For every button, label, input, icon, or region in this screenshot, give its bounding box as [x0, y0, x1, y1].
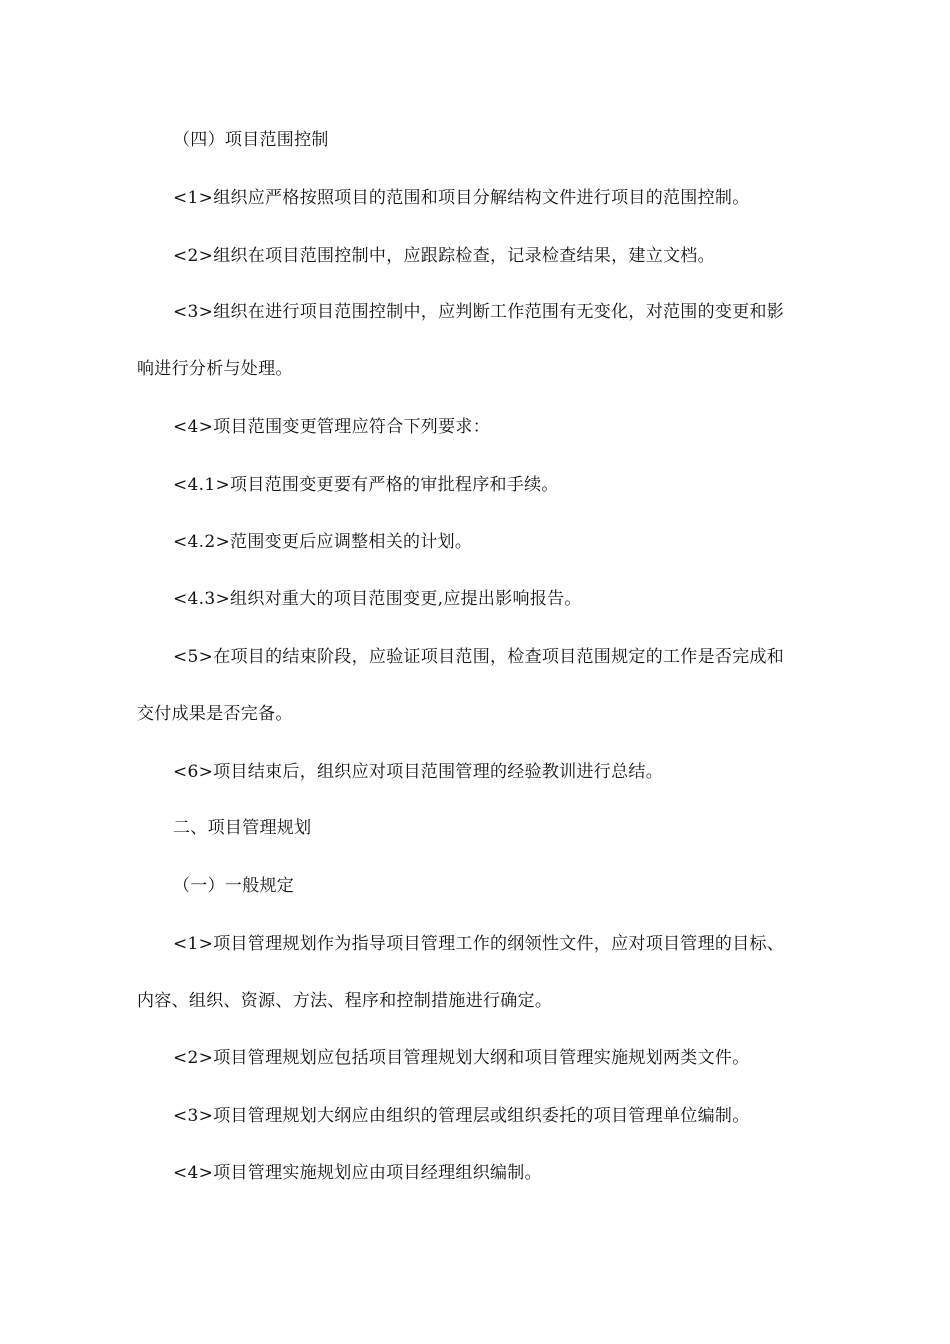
paragraph: <4.1>项目范围变更要有严格的审批程序和手续。: [173, 475, 559, 495]
paragraph: <4>项目范围变更管理应符合下列要求：: [173, 417, 491, 437]
paragraph: <4.2>范围变更后应调整相关的计划。: [173, 532, 473, 552]
paragraph: <2>组织在项目范围控制中，应跟踪检查，记录检查结果，建立文档。: [173, 246, 715, 266]
paragraph: <1>项目管理规划作为指导项目管理工作的纲领性文件，应对项目管理的目标、: [173, 934, 785, 954]
paragraph: <3>组织在进行项目范围控制中，应判断工作范围有无变化，对范围的变更和影: [173, 302, 785, 322]
paragraph: <5>在项目的结束阶段，应验证项目范围，检查项目范围规定的工作是否完成和: [173, 647, 785, 667]
paragraph-continuation: 响进行分析与处理。: [137, 359, 293, 379]
paragraph: <3>项目管理规划大纲应由组织的管理层或组织委托的项目管理单位编制。: [173, 1106, 750, 1126]
paragraph: <6>项目结束后，组织应对项目范围管理的经验教训进行总结。: [173, 762, 664, 782]
subsection-heading-general: （一）一般规定: [173, 876, 295, 896]
paragraph: <4>项目管理实施规划应由项目经理组织编制。: [173, 1163, 542, 1183]
paragraph: <4.3>组织对重大的项目范围变更,应提出影响报告。: [173, 589, 582, 609]
section-heading-project-planning: 二、项目管理规划: [173, 818, 312, 838]
paragraph-continuation: 交付成果是否完备。: [137, 704, 293, 724]
paragraph: <1>组织应严格按照项目的范围和项目分解结构文件进行项目的范围控制。: [173, 188, 750, 208]
paragraph: <2>项目管理规划应包括项目管理规划大纲和项目管理实施规划两类文件。: [173, 1048, 750, 1068]
paragraph-continuation: 内容、组织、资源、方法、程序和控制措施进行确定。: [137, 991, 553, 1011]
section-heading-scope-control: （四）项目范围控制: [173, 130, 329, 150]
